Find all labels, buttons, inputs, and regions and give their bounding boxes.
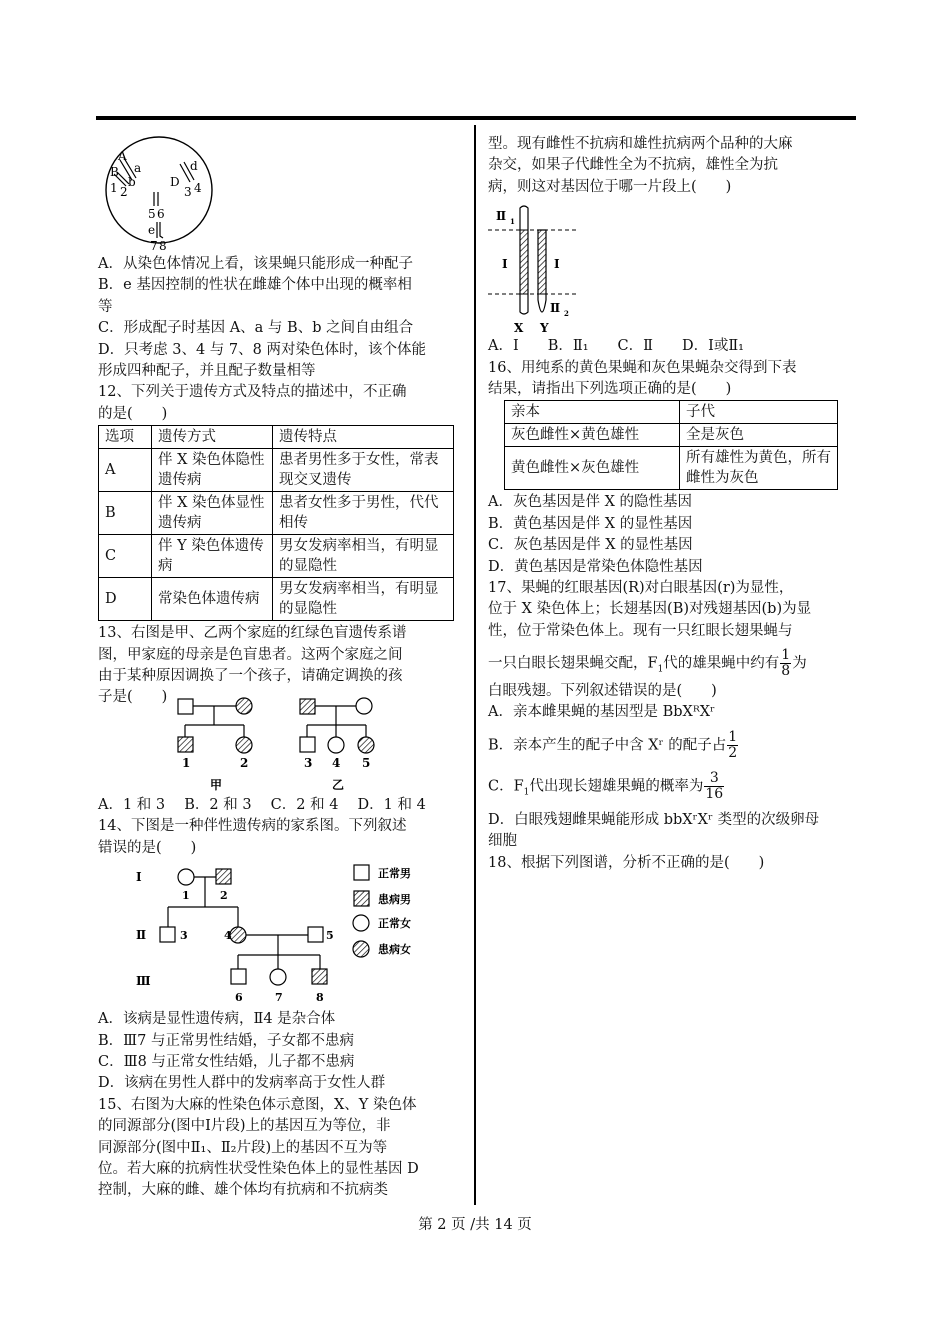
table-cell: C bbox=[99, 535, 152, 578]
individual-label: 1 bbox=[182, 889, 190, 903]
individual-label: 5 bbox=[326, 929, 334, 943]
cell-chromosome-figure bbox=[102, 130, 222, 254]
table-cell: 全是灰色 bbox=[680, 424, 838, 447]
fraction bbox=[704, 771, 724, 802]
fraction-numerator: 1 bbox=[728, 728, 738, 745]
left-column bbox=[98, 128, 460, 1202]
fraction-denominator: 8 bbox=[781, 663, 791, 680]
legend-label: 患病男 bbox=[378, 893, 411, 907]
q17-option-b bbox=[488, 730, 848, 761]
table-cell: 黄色雌性×灰色雄性 bbox=[505, 447, 680, 490]
segment-label: Ⅰ bbox=[554, 257, 560, 272]
q11-option: A．从染色体情况上看，该果蝇只能形成一种配子 bbox=[98, 256, 413, 272]
page-footer: 第 2 页 /共 14 页 bbox=[418, 1217, 532, 1233]
cell-label: d bbox=[190, 159, 198, 173]
cell-label: 6 bbox=[157, 207, 165, 221]
table-header: 选项 bbox=[99, 426, 152, 449]
q13-options: A．1 和 3 B．2 和 3 C．2 和 4 D．1 和 4 bbox=[98, 796, 426, 813]
q11-option: B．e 基因控制的性状在雌雄个体中出现的概率相 bbox=[98, 277, 412, 294]
table-cell: 伴 X 染色体隐性遗传病 bbox=[152, 449, 273, 492]
table-cell: 伴 X 染色体显性遗传病 bbox=[152, 492, 273, 535]
cell-label: D bbox=[170, 175, 180, 189]
cell-label: b bbox=[128, 175, 136, 189]
q16-table bbox=[504, 400, 838, 490]
generation-label: Ⅲ bbox=[136, 974, 151, 989]
segment-label: Y bbox=[540, 321, 549, 335]
q17-text: 为 bbox=[792, 655, 807, 672]
q15-sex-chromosome-figure bbox=[488, 204, 608, 334]
table-header: 亲本 bbox=[505, 401, 680, 424]
generation-label: Ⅱ bbox=[136, 928, 147, 943]
q16-stem: 16、用纯系的黄色果蝇和灰色果蝇杂交得到下表 bbox=[488, 359, 797, 376]
table-cell: 患者女性多于男性，代代相传 bbox=[273, 492, 454, 535]
segment-label: 2 bbox=[564, 309, 569, 319]
q13-pedigree-figure bbox=[168, 695, 468, 795]
pedigree-label: 甲 bbox=[210, 777, 223, 792]
q16-option: D．黄色基因是常染色体隐性基因 bbox=[488, 558, 703, 575]
q17-text: 代的雄果蝇中约有 bbox=[663, 655, 780, 672]
legend-label: 正常女 bbox=[378, 917, 411, 931]
cell-label: A bbox=[118, 149, 127, 163]
fraction-numerator: 3 bbox=[704, 771, 724, 787]
q15-stem: 的同源部分(图中Ⅰ片段)上的基因互为等位，非 bbox=[98, 1118, 391, 1135]
q17-text: C．F bbox=[488, 778, 524, 795]
table-cell: B bbox=[99, 492, 152, 535]
cell-label: 4 bbox=[194, 181, 202, 195]
fraction-denominator: 16 bbox=[705, 785, 724, 802]
q17-stem: 白眼残翅。下列叙述错误的是( ) bbox=[488, 683, 717, 700]
q14-pedigree-figure bbox=[98, 863, 438, 1009]
q15-stem: 病，则这对基因位于哪一片段上( ) bbox=[488, 178, 732, 195]
pedigree-label: 4 bbox=[332, 755, 341, 770]
individual-label: 7 bbox=[275, 991, 283, 1005]
q11-option: D．只考虑 3、4 与 7、8 两对染色体时，该个体能 bbox=[98, 341, 426, 358]
q15-stem: 杂交，如果子代雌性全为不抗病，雄性全为抗 bbox=[488, 157, 778, 174]
q14-stem: 错误的是( ) bbox=[98, 839, 197, 856]
cell-label: 7 bbox=[150, 239, 158, 253]
cell-label: 1 bbox=[110, 181, 118, 195]
table-cell: A bbox=[99, 449, 152, 492]
legend-label: 患病女 bbox=[378, 943, 411, 957]
q17-option: A．亲本雌果蝇的基因型是 BbXᴿXʳ bbox=[488, 704, 716, 721]
q16-option: C．灰色基因是伴 X 的显性基因 bbox=[488, 537, 693, 554]
q14-option: A．该病是显性遗传病，Ⅱ4 是杂合体 bbox=[98, 1011, 336, 1028]
q17-stem: 17、果蝇的红眼基因(R)对白眼基因(r)为显性， bbox=[488, 580, 794, 597]
table-cell: D bbox=[99, 578, 152, 621]
q12-stem: 的是( ) bbox=[98, 405, 168, 422]
individual-label: 3 bbox=[180, 929, 188, 943]
table-header: 遗传特点 bbox=[273, 426, 454, 449]
q13-stem: 由于某种原因调换了一个孩子，请确定调换的孩 bbox=[98, 668, 403, 685]
individual-label: 6 bbox=[235, 991, 243, 1005]
fraction bbox=[727, 730, 738, 761]
q11-option: 形成四种配子，并且配子数量相等 bbox=[98, 363, 316, 380]
cell-label: B bbox=[110, 165, 119, 179]
fraction-numerator: 1 bbox=[781, 647, 791, 664]
q17-text: B．亲本产生的配子中含 Xʳ 的配子占 bbox=[488, 737, 727, 754]
fraction bbox=[780, 648, 791, 679]
table-cell: 男女发病率相当，有明显的显隐性 bbox=[273, 578, 454, 621]
table-cell: 所有雄性为黄色，所有雌性为灰色 bbox=[680, 447, 838, 490]
pedigree-label: 3 bbox=[304, 755, 313, 770]
fraction-denominator: 2 bbox=[728, 744, 738, 761]
cell-label: e bbox=[148, 223, 156, 237]
pedigree-label: 乙 bbox=[332, 777, 345, 792]
q11-option: 等 bbox=[98, 298, 113, 315]
q14-stem: 14、下图是一种伴性遗传病的家系图。下列叙述 bbox=[98, 818, 407, 835]
legend-label: 正常男 bbox=[378, 867, 411, 881]
header-rule bbox=[96, 116, 856, 120]
table-cell: 伴 Y 染色体遗传病 bbox=[152, 535, 273, 578]
q15-options: A．Ⅰ B．Ⅱ₁ C．Ⅱ D．Ⅰ或Ⅱ₁ bbox=[488, 338, 744, 355]
q13-stem: 图，甲家庭的母亲是色盲患者。这两个家庭之间 bbox=[98, 646, 403, 663]
generation-label: Ⅰ bbox=[136, 870, 142, 885]
q17-option: 细胞 bbox=[488, 833, 517, 850]
right-column bbox=[488, 134, 848, 874]
q12-stem: 12、下列关于遗传方式及特点的描述中，不正确 bbox=[98, 384, 407, 401]
cell-label: 2 bbox=[120, 185, 128, 199]
q17-stem: 性，位于常染色体上。现有一只红眼长翅果蝇与 bbox=[488, 622, 793, 639]
q15-stem: 控制，大麻的雌、雄个体均有抗病和不抗病类 bbox=[98, 1182, 388, 1199]
segment-label: Ⅰ bbox=[502, 257, 508, 272]
q12-table bbox=[98, 425, 454, 621]
q13-stem: 13、右图是甲、乙两个家庭的红绿色盲遗传系谱 bbox=[98, 625, 407, 642]
table-cell: 灰色雌性×黄色雄性 bbox=[505, 424, 680, 447]
q18-stem: 18、根据下列图谱，分析不正确的是( ) bbox=[488, 854, 765, 871]
q16-option: A．灰色基因是伴 X 的隐性基因 bbox=[488, 494, 693, 511]
segment-label: Ⅱ bbox=[550, 301, 561, 316]
q17-option: D．白眼残翅雌果蝇能形成 bbXʳXʳ 类型的次级卵母 bbox=[488, 811, 820, 828]
individual-label: 2 bbox=[220, 889, 228, 903]
cell-label: 3 bbox=[184, 185, 192, 199]
q14-option: C．Ⅲ8 与正常女性结婚，儿子都不患病 bbox=[98, 1053, 355, 1070]
q15-stem: 15、右图为大麻的性染色体示意图，X、Y 染色体 bbox=[98, 1096, 417, 1113]
q14-option: D．该病在男性人群中的发病率高于女性人群 bbox=[98, 1075, 386, 1092]
q15-stem: 型。现有雌性不抗病和雄性抗病两个品种的大麻 bbox=[488, 136, 793, 152]
pedigree-label: 5 bbox=[362, 755, 371, 770]
cell-label: 8 bbox=[159, 239, 167, 253]
q11-option: C．形成配子时基因 A、a 与 B、b 之间自由组合 bbox=[98, 320, 414, 337]
table-cell: 男女发病率相当，有明显的显隐性 bbox=[273, 535, 454, 578]
q15-stem: 位。若大麻的抗病性状受性染色体上的显性基因 D bbox=[98, 1160, 419, 1177]
table-cell: 常染色体遗传病 bbox=[152, 578, 273, 621]
pedigree-label: 2 bbox=[240, 755, 249, 770]
q13-stem: 子是( ) bbox=[98, 689, 168, 706]
q17-text: 一只白眼长翅果蝇交配，F bbox=[488, 655, 658, 672]
table-header: 子代 bbox=[680, 401, 838, 424]
segment-label: 1 bbox=[510, 217, 515, 227]
q15-stem: 同源部分(图中Ⅱ₁、Ⅱ₂片段)上的基因不互为等 bbox=[98, 1139, 388, 1156]
q16-stem: 结果，请指出下列选项正确的是( ) bbox=[488, 381, 732, 398]
segment-label: X bbox=[514, 321, 524, 335]
q17-text: 代出现长翅雄果蝇的概率为 bbox=[529, 778, 704, 795]
segment-label: Ⅱ bbox=[496, 209, 507, 224]
table-header: 遗传方式 bbox=[152, 426, 273, 449]
cell-label: 5 bbox=[148, 207, 156, 221]
individual-label: 8 bbox=[316, 991, 324, 1005]
q17-option-c: C．$F_1$代出现长翅雄果蝇的概率为 $\frac{3}{16}$ bbox=[488, 769, 724, 802]
column-divider bbox=[474, 125, 476, 1205]
q17-stem-line4: 一只白眼长翅果蝇交配，$F_1$代的雄果蝇中约有 $\frac{1}{8}$ 为 bbox=[488, 647, 807, 680]
q14-option: B．Ⅲ7 与正常男性结婚，子女都不患病 bbox=[98, 1032, 354, 1049]
individual-label: 4 bbox=[224, 929, 232, 943]
table-cell: 患者男性多于女性，常表现交叉遗传 bbox=[273, 449, 454, 492]
pedigree-label: 1 bbox=[182, 755, 191, 770]
cell-label: a bbox=[134, 161, 142, 175]
q16-option: B．黄色基因是伴 X 的显性基因 bbox=[488, 515, 693, 532]
q17-stem: 位于 X 染色体上；长翅基因(B)对残翅基因(b)为显 bbox=[488, 601, 812, 618]
